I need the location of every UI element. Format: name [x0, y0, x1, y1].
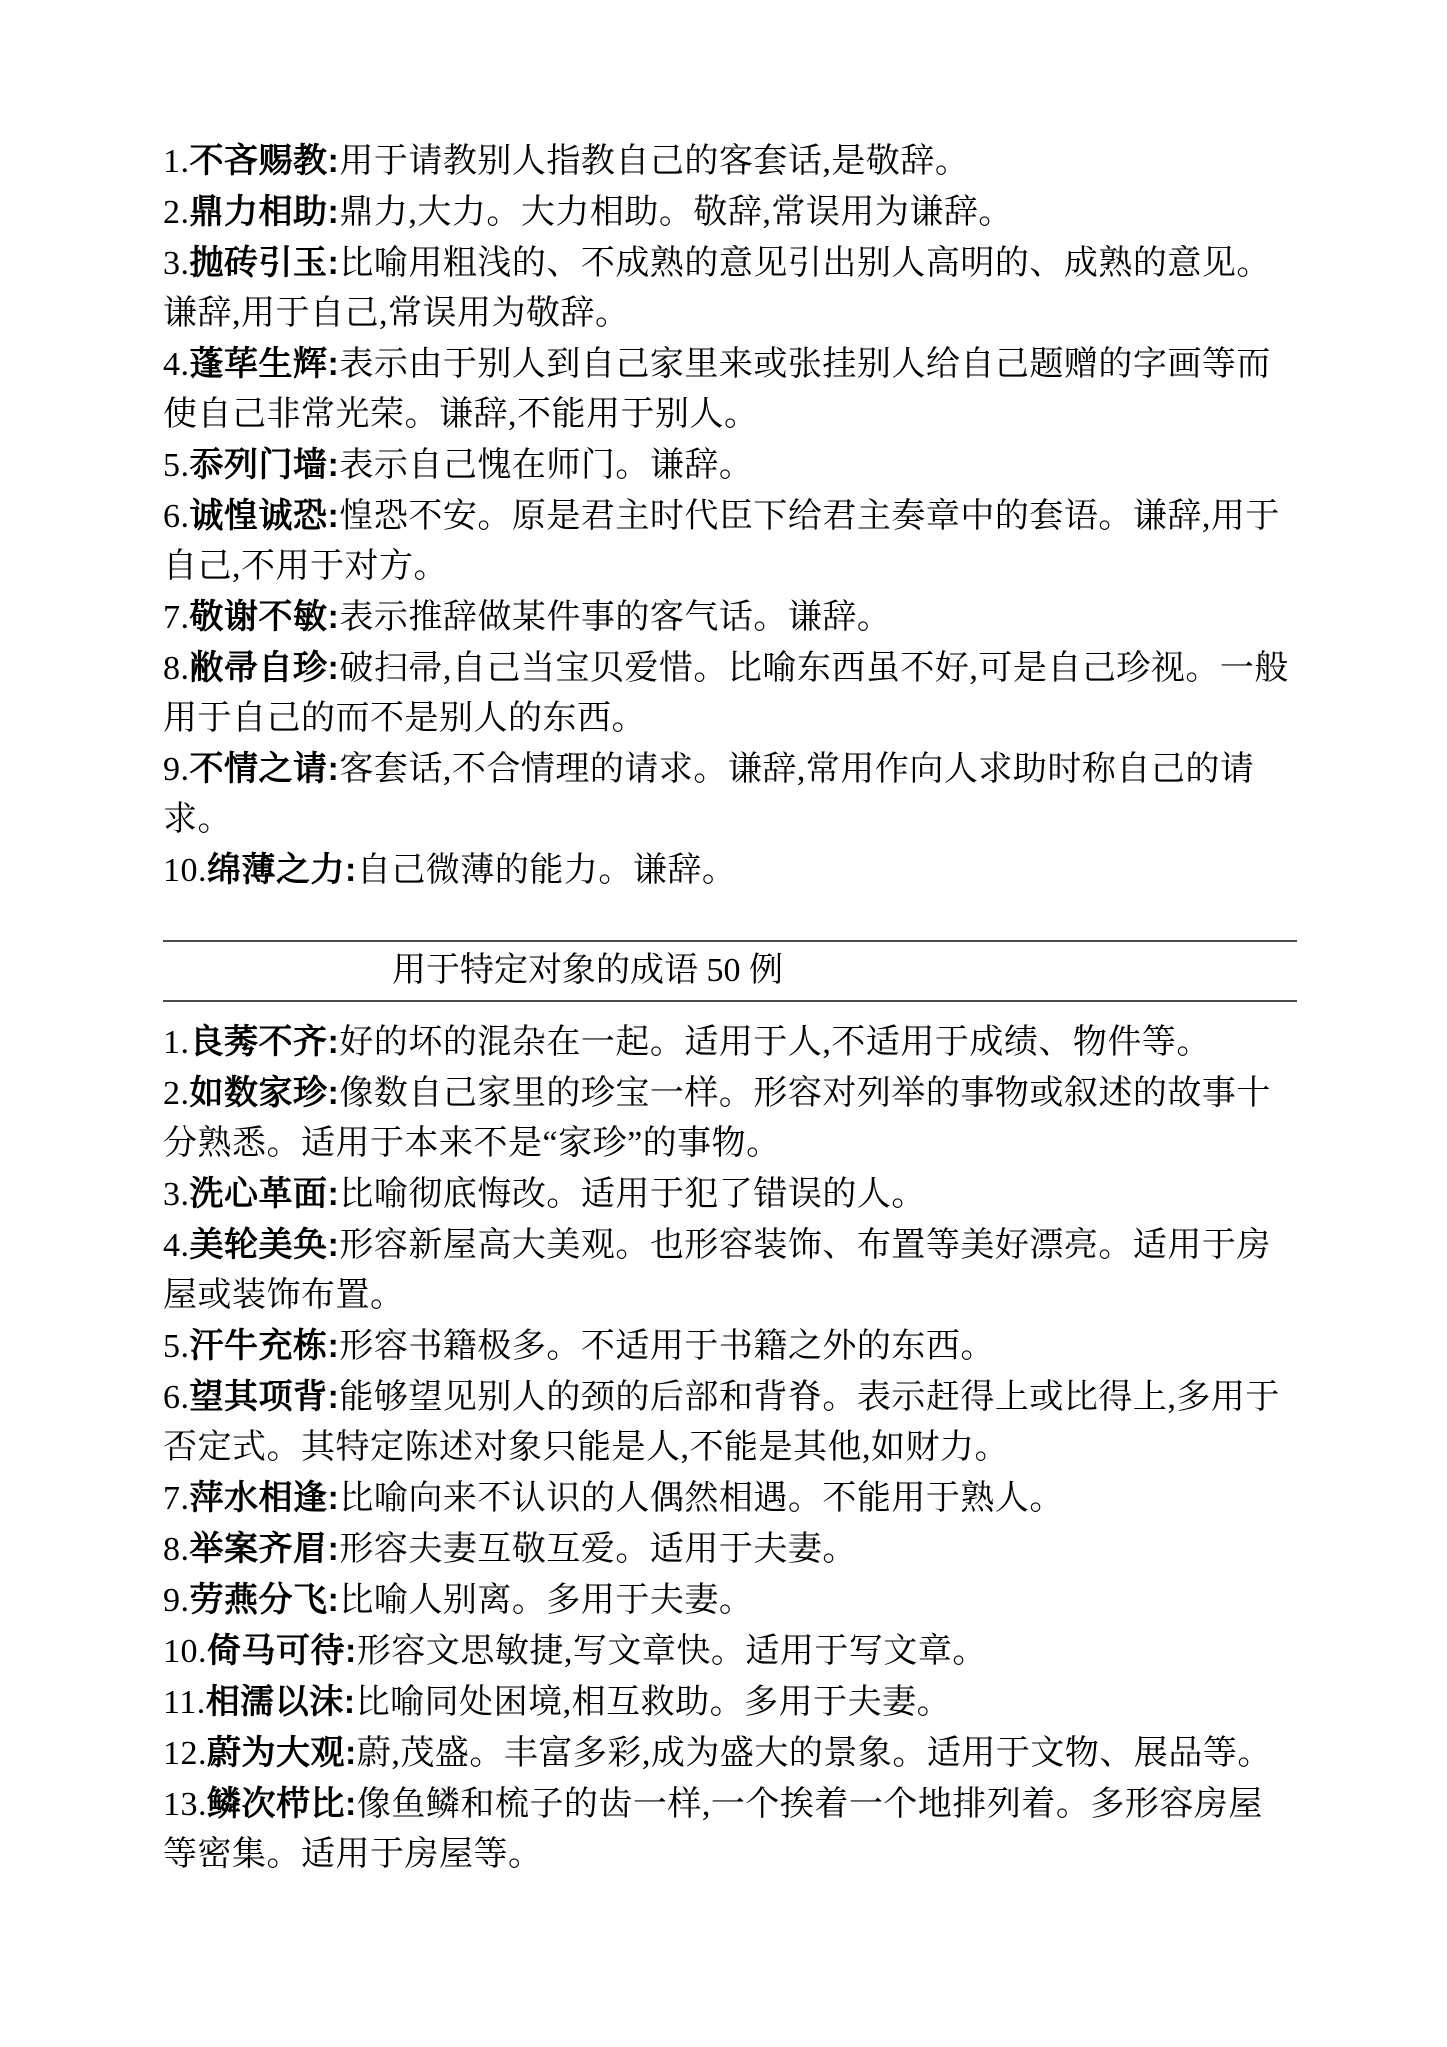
- idiom-item: [163, 1575, 1297, 1626]
- idiom-term: 如数家珍:: [189, 1074, 340, 1112]
- idiom-item: [163, 643, 1297, 744]
- idiom-term: 望其项背:: [189, 1378, 340, 1416]
- idiom-item: [163, 1728, 1297, 1779]
- item-number: 13.: [163, 1786, 207, 1823]
- idiom-description: 蔚,茂盛。丰富多彩,成为盛大的景象。适用于文物、展品等。: [356, 1735, 1272, 1772]
- idiom-description: 能够望见别人的颈的后部和背脊。表示赶得上或比得上,多用于否定式。其特定陈述对象只能是人,不能是其他,如财力。: [163, 1379, 1280, 1466]
- idiom-term: 敬谢不敏:: [189, 598, 340, 636]
- idiom-description: 比喻人别离。多用于夫妻。: [339, 1582, 754, 1619]
- idiom-term: 良莠不齐:: [189, 1023, 340, 1061]
- idiom-description: 像数自己家里的珍宝一样。形容对列举的事物或叙述的故事十分熟悉。适用于本来不是“家珍”的事物。: [163, 1075, 1271, 1162]
- idiom-description: 破扫帚,自己当宝贝爱惜。比喻东西虽不好,可是自己珍视。一般用于自己的而不是别人的东西。: [163, 650, 1289, 737]
- idiom-description: 比喻向来不认识的人偶然相遇。不能用于熟人。: [339, 1480, 1064, 1517]
- idiom-description: 形容新屋高大美观。也形容装饰、布置等美好漂亮。适用于房屋或装饰布置。: [163, 1227, 1271, 1314]
- idiom-item: [163, 491, 1297, 592]
- item-number: 9.: [163, 1582, 190, 1619]
- idiom-item: [163, 1677, 1297, 1728]
- idiom-term: 抛砖引玉:: [189, 244, 340, 282]
- idiom-description: 比喻彻底悔改。适用于犯了错误的人。: [339, 1176, 926, 1213]
- idiom-description: 表示推辞做某件事的客气话。谦辞。: [339, 599, 892, 636]
- idiom-term: 萍水相逢:: [189, 1479, 340, 1517]
- idiom-description: 形容文思敏捷,写文章快。适用于写文章。: [356, 1633, 987, 1670]
- idiom-term: 忝列门墙:: [189, 446, 340, 484]
- idiom-term: 绵薄之力:: [207, 851, 357, 889]
- item-number: 3.: [163, 1176, 190, 1213]
- idiom-term: 诚惶诚恐:: [189, 497, 340, 535]
- idiom-item: [163, 1524, 1297, 1575]
- idiom-term: 蓬荜生辉:: [189, 345, 340, 383]
- idiom-term: 敝帚自珍:: [189, 649, 340, 687]
- item-number: 10.: [163, 1633, 207, 1670]
- idiom-item: [163, 1169, 1297, 1220]
- item-number: 6.: [163, 1379, 190, 1416]
- idiom-description: 好的坏的混杂在一起。适用于人,不适用于成绩、物件等。: [339, 1024, 1211, 1061]
- humble-honorific-idiom-list: [163, 136, 1297, 896]
- idiom-description: 用于请教别人指教自己的客套话,是敬辞。: [339, 143, 970, 180]
- idiom-item: [163, 592, 1297, 643]
- idiom-term: 蔚为大观:: [207, 1734, 357, 1772]
- idiom-description: 客套话,不合情理的请求。谦辞,常用作向人求助时称自己的请求。: [163, 751, 1255, 838]
- idiom-description: 惶恐不安。原是君主时代臣下给君主奏章中的套语。谦辞,用于自己,不用于对方。: [163, 498, 1280, 585]
- idiom-item: [163, 1017, 1297, 1068]
- item-number: 1.: [163, 143, 190, 180]
- idiom-term: 倚马可待:: [207, 1632, 357, 1670]
- item-number: 5.: [163, 1328, 190, 1365]
- idiom-term: 相濡以沫:: [205, 1683, 356, 1721]
- idiom-item: [163, 339, 1297, 440]
- item-number: 10.: [163, 852, 207, 889]
- idiom-term: 不情之请:: [189, 750, 340, 788]
- idiom-item: [163, 1220, 1297, 1321]
- idiom-term: 美轮美奂:: [189, 1226, 340, 1264]
- idiom-description: 鼎力,大力。大力相助。敬辞,常误用为谦辞。: [339, 194, 1013, 231]
- item-number: 6.: [163, 498, 190, 535]
- item-number: 2.: [163, 194, 190, 231]
- idiom-term: 劳燕分飞:: [189, 1581, 340, 1619]
- idiom-item: [163, 845, 1297, 896]
- idiom-item: [163, 744, 1297, 845]
- idiom-item: [163, 187, 1297, 238]
- item-number: 12.: [163, 1735, 207, 1772]
- idiom-item: [163, 440, 1297, 491]
- idiom-item: [163, 238, 1297, 339]
- idiom-description: 形容书籍极多。不适用于书籍之外的东西。: [339, 1328, 995, 1365]
- idiom-item: [163, 1626, 1297, 1677]
- item-number: 1.: [163, 1024, 190, 1061]
- idiom-term: 汗牛充栋:: [189, 1327, 340, 1365]
- specific-object-idiom-list: [163, 1017, 1297, 1880]
- item-number: 8.: [163, 650, 190, 687]
- item-number: 8.: [163, 1531, 190, 1568]
- idiom-item: [163, 1473, 1297, 1524]
- idiom-item: [163, 136, 1297, 187]
- idiom-description: 比喻用粗浅的、不成熟的意见引出别人高明的、成熟的意见。谦辞,用于自己,常误用为敬辞。: [163, 245, 1271, 332]
- idiom-term: 不吝赐教:: [189, 142, 340, 180]
- idiom-term: 举案齐眉:: [189, 1530, 340, 1568]
- idiom-description: 自己微薄的能力。谦辞。: [356, 852, 737, 889]
- item-number: 5.: [163, 447, 190, 484]
- idiom-item: [163, 1372, 1297, 1473]
- section-header-specific-object-idioms: 用于特定对象的成语 50 例: [163, 940, 1297, 1002]
- idiom-description: 形容夫妻互敬互爱。适用于夫妻。: [339, 1531, 857, 1568]
- item-number: 4.: [163, 346, 190, 383]
- idiom-term: 鳞次栉比:: [207, 1785, 357, 1823]
- idiom-term: 洗心革面:: [189, 1175, 340, 1213]
- idiom-item: [163, 1068, 1297, 1169]
- idiom-item: [163, 1779, 1297, 1880]
- idiom-item: [163, 1321, 1297, 1372]
- item-number: 11.: [163, 1684, 206, 1721]
- item-number: 7.: [163, 599, 190, 636]
- item-number: 9.: [163, 751, 190, 788]
- idiom-term: 鼎力相助:: [189, 193, 340, 231]
- item-number: 7.: [163, 1480, 190, 1517]
- idiom-description: 表示自己愧在师门。谦辞。: [339, 447, 754, 484]
- item-number: 4.: [163, 1227, 190, 1264]
- idiom-description: 表示由于别人到自己家里来或张挂别人给自己题赠的字画等而使自己非常光荣。谦辞,不能用于别人。: [163, 346, 1271, 433]
- idiom-description: 像鱼鳞和梳子的齿一样,一个挨着一个地排列着。多形容房屋等密集。适用于房屋等。: [163, 1786, 1263, 1873]
- item-number: 3.: [163, 245, 190, 282]
- idiom-description: 比喻同处困境,相互救助。多用于夫妻。: [355, 1684, 952, 1721]
- item-number: 2.: [163, 1075, 190, 1112]
